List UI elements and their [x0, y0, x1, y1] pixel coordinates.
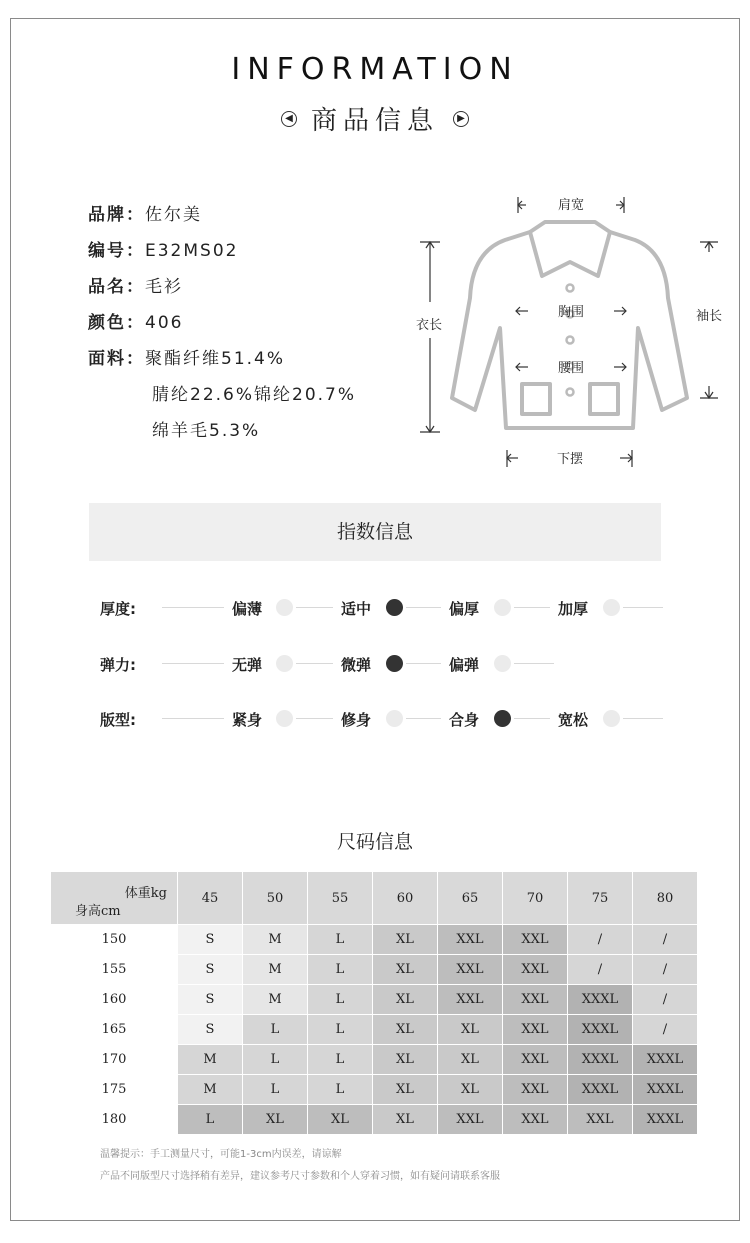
index-connector-line [296, 663, 333, 664]
index-connector-line [623, 607, 663, 608]
index-connector-line [406, 663, 441, 664]
height-cell: 180 [51, 1105, 178, 1135]
index-option-label: 偏薄 [232, 600, 263, 618]
size-cell: XL [373, 985, 438, 1015]
index-connector-line [514, 663, 554, 664]
size-cell: XXL [503, 1075, 568, 1105]
info-fabric [88, 344, 285, 369]
size-cell: L [308, 955, 373, 985]
label-hem: 下摆 [556, 452, 584, 467]
weight-header-cell: 65 [438, 872, 503, 925]
size-cell: XXL [503, 1015, 568, 1045]
size-cell: XXXL [568, 1015, 633, 1045]
size-cell: L [308, 1075, 373, 1105]
weight-header-cell: 50 [243, 872, 308, 925]
info-code-value: E32MS02 [145, 241, 239, 261]
label-chest: 胸围 [557, 305, 585, 320]
size-cell: XXL [438, 925, 503, 955]
index-connector-line [514, 718, 550, 719]
index-connector-line [296, 607, 333, 608]
size-cell: XXL [503, 925, 568, 955]
index-connector-line [623, 718, 663, 719]
index-connector-line [296, 718, 333, 719]
size-cell: M [243, 985, 308, 1015]
index-option-label: 微弹 [341, 656, 372, 674]
right-arrow-icon: ▶ [453, 111, 469, 127]
size-table-corner [51, 872, 178, 925]
size-cell: S [178, 985, 243, 1015]
weight-header-cell: 80 [633, 872, 698, 925]
size-cell: M [178, 1075, 243, 1105]
index-option-dot [494, 599, 511, 616]
size-cell: XL [438, 1075, 503, 1105]
garment-diagram [400, 188, 730, 478]
height-cell: 155 [51, 955, 178, 985]
index-option-dot [494, 710, 511, 727]
size-cell: L [308, 1045, 373, 1075]
size-cell: / [568, 925, 633, 955]
garment-left-pocket [522, 384, 550, 414]
index-row-label: 弹力: [100, 656, 136, 674]
size-cell: S [178, 955, 243, 985]
size-cell: XXXL [633, 1075, 698, 1105]
index-option-dot [276, 710, 293, 727]
index-option-label: 偏厚 [449, 600, 480, 618]
size-cell: XL [373, 1015, 438, 1045]
info-fabric-value: 聚酯纤维51.4% [145, 349, 286, 369]
size-cell: / [633, 985, 698, 1015]
size-cell: XL [373, 955, 438, 985]
height-cell: 175 [51, 1075, 178, 1105]
size-cell: XXL [438, 955, 503, 985]
index-connector-line [162, 718, 224, 719]
size-cell: XXXL [633, 1045, 698, 1075]
size-cell: / [633, 955, 698, 985]
info-name [88, 272, 183, 297]
info-brand-value: 佐尔美 [145, 205, 202, 225]
index-connector-line [162, 663, 224, 664]
corner-height: 身高cm [75, 904, 121, 919]
info-fabric-key: 面料： [88, 349, 145, 369]
size-table-row [51, 925, 698, 955]
info-name-value: 毛衫 [145, 277, 183, 297]
info-fabric-line-2: 腈纶22.6%锦纶20.7% [152, 385, 357, 405]
info-fabric-line-3: 绵羊毛5.3% [152, 421, 261, 441]
index-row-label: 版型: [100, 711, 136, 729]
size-cell: L [243, 1075, 308, 1105]
label-length: 衣长 [415, 318, 443, 333]
note-measure: 温馨提示：手工测量尺寸，可能1-3cm内误差，请谅解 [100, 1149, 342, 1160]
info-name-key: 品名： [88, 277, 145, 297]
size-cell: L [308, 985, 373, 1015]
info-brand-key: 品牌： [88, 205, 145, 225]
title-english: INFORMATION [231, 52, 519, 87]
size-cell: XXL [438, 985, 503, 1015]
garment-button [567, 337, 574, 344]
info-brand [88, 200, 202, 225]
index-connector-line [406, 718, 441, 719]
index-option-label: 加厚 [558, 600, 589, 618]
size-cell: XL [373, 1075, 438, 1105]
height-cell: 150 [51, 925, 178, 955]
size-cell: XL [373, 1105, 438, 1135]
size-cell: XXXL [633, 1105, 698, 1135]
index-option-dot [386, 599, 403, 616]
index-banner: 指数信息 [89, 503, 661, 561]
size-cell: M [178, 1045, 243, 1075]
size-table-row [51, 955, 698, 985]
height-cell: 160 [51, 985, 178, 1015]
size-cell: S [178, 925, 243, 955]
note-fit: 产品不同版型尺寸选择稍有差异，建议参考尺寸参数和个人穿着习惯，如有疑问请联系客服 [100, 1171, 500, 1182]
size-table-row [51, 1105, 698, 1135]
info-color-key: 颜色： [88, 313, 145, 333]
size-cell: XXXL [568, 1075, 633, 1105]
index-option-label: 无弹 [232, 656, 263, 674]
size-table [50, 871, 698, 1135]
label-shoulder: 肩宽 [557, 198, 585, 213]
index-option-dot [603, 710, 620, 727]
index-option-label: 合身 [449, 711, 480, 729]
index-connector-line [514, 607, 550, 608]
size-cell: L [178, 1105, 243, 1135]
size-cell: XXL [503, 955, 568, 985]
size-cell: L [308, 925, 373, 955]
size-cell: L [308, 1015, 373, 1045]
index-option-label: 宽松 [558, 711, 589, 729]
size-cell: XXL [503, 1105, 568, 1135]
size-cell: XXL [438, 1105, 503, 1135]
size-table-header [51, 872, 698, 925]
size-cell: / [568, 955, 633, 985]
title-chinese-text: 商品信息 [310, 106, 439, 136]
index-option-dot [494, 655, 511, 672]
size-cell: XL [373, 1045, 438, 1075]
height-cell: 170 [51, 1045, 178, 1075]
info-color-value: 406 [145, 313, 184, 333]
garment-button [567, 389, 574, 396]
index-option-dot [276, 599, 293, 616]
size-cell: XL [438, 1045, 503, 1075]
size-title: 尺码信息 [336, 831, 413, 853]
info-code-key: 编号： [88, 241, 145, 261]
left-arrow-icon: ◀ [281, 111, 297, 127]
index-option-dot [276, 655, 293, 672]
size-cell: / [633, 925, 698, 955]
size-cell: XL [438, 1015, 503, 1045]
size-cell: M [243, 955, 308, 985]
size-cell: S [178, 1015, 243, 1045]
weight-header-cell: 45 [178, 872, 243, 925]
size-cell: XL [373, 925, 438, 955]
label-waist: 腰围 [557, 361, 585, 376]
garment-right-pocket [590, 384, 618, 414]
weight-header-cell: 70 [503, 872, 568, 925]
index-option-dot [386, 655, 403, 672]
title-chinese [0, 100, 750, 137]
size-cell: XXL [503, 1045, 568, 1075]
index-option-label: 适中 [341, 600, 372, 618]
size-cell: L [243, 1045, 308, 1075]
size-table-row [51, 985, 698, 1015]
size-cell: XL [308, 1105, 373, 1135]
size-cell: XXL [503, 985, 568, 1015]
size-cell: XXXL [568, 985, 633, 1015]
size-table-row [51, 1045, 698, 1075]
weight-header-cell: 75 [568, 872, 633, 925]
index-row-label: 厚度: [100, 600, 136, 618]
index-option-dot [603, 599, 620, 616]
weight-header-cell: 55 [308, 872, 373, 925]
index-option-label: 偏弹 [449, 656, 480, 674]
size-cell: XXXL [568, 1045, 633, 1075]
index-connector-line [406, 607, 441, 608]
garment-collar [530, 222, 610, 276]
weight-header-cell: 60 [373, 872, 438, 925]
size-cell: M [243, 925, 308, 955]
size-cell: XXL [568, 1105, 633, 1135]
index-option-label: 紧身 [232, 711, 263, 729]
size-cell: / [633, 1015, 698, 1045]
garment-button [567, 285, 574, 292]
info-color [88, 308, 183, 333]
index-option-label: 修身 [341, 711, 372, 729]
index-option-dot [386, 710, 403, 727]
info-code [88, 236, 238, 261]
index-connector-line [162, 607, 224, 608]
size-cell: XL [243, 1105, 308, 1135]
height-cell: 165 [51, 1015, 178, 1045]
corner-weight: 体重kg [124, 886, 167, 901]
size-table-row [51, 1015, 698, 1045]
size-cell: L [243, 1015, 308, 1045]
size-table-row [51, 1075, 698, 1105]
label-sleeve: 袖长 [695, 309, 723, 324]
